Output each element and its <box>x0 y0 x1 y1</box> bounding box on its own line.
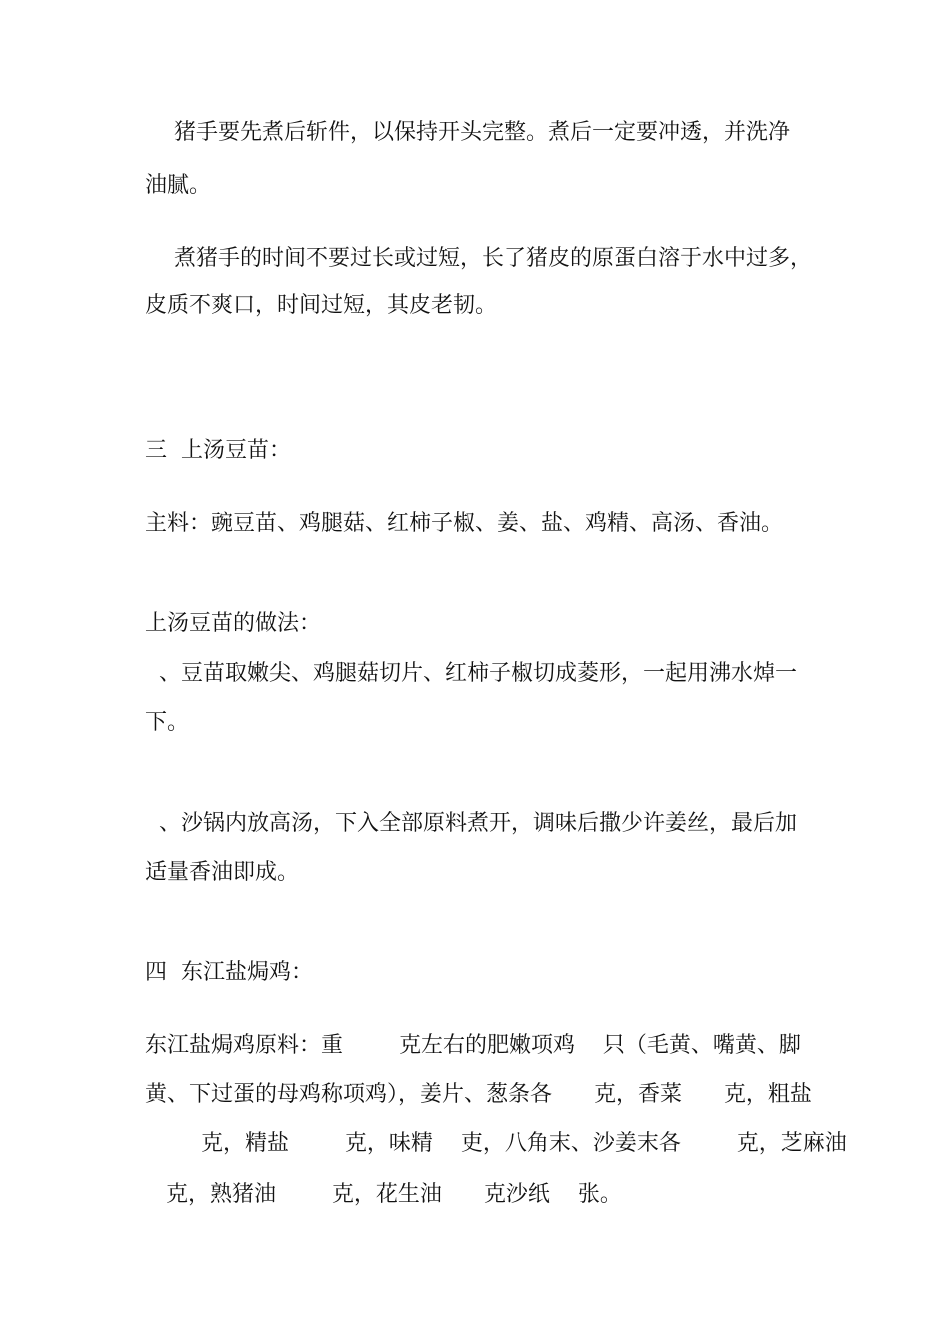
paragraph-main-ingredients: 主料：豌豆苗、鸡腿菇、红柿子椒、姜、盐、鸡精、高汤、香油。 <box>145 511 784 536</box>
paragraph-trotter-time-line-2: 皮质不爽口，时间过短，其皮老韧。 <box>145 293 498 318</box>
paragraph-chicken-ingredients-line-2: 黄、下过蛋的母鸡称项鸡），姜片、葱条各 克，香菜 克，粗盐 <box>145 1082 812 1107</box>
heading-section-3: 三 上汤豆苗： <box>145 438 291 463</box>
paragraph-trotter-time-line-1: 煮猪手的时间不要过长或过短，长了猪皮的原蛋白溶于水中过多， <box>145 246 812 271</box>
paragraph-chicken-ingredients-line-1: 东江盐焗鸡原料：重 克左右的肥嫩项鸡 只（毛黄、嘴黄、脚 <box>145 1033 801 1058</box>
subheading-method: 上汤豆苗的做法： <box>145 611 322 636</box>
paragraph-chicken-ingredients-line-3: 克，精盐 克，味精 吏，八角末、沙姜末各 克，芝麻油 <box>145 1131 847 1156</box>
step-2-line-1: 、沙锅内放高汤，下入全部原料煮开，调味后撒少许姜丝，最后加 <box>145 811 797 836</box>
paragraph-trotter-prep-line-1: 猪手要先煮后斩件，以保持开头完整。煮后一定要冲透，并洗净 <box>145 120 790 145</box>
paragraph-trotter-prep-line-2: 油腻。 <box>145 173 212 198</box>
paragraph-chicken-ingredients-line-4: 克，熟猪油 克，花生油 克沙纸 张。 <box>145 1182 622 1207</box>
step-1-line-2: 下。 <box>145 710 190 735</box>
heading-section-4: 四 东江盐焗鸡： <box>145 960 313 985</box>
step-1-line-1: 、豆苗取嫩尖、鸡腿菇切片、红柿子椒切成菱形，一起用沸水焯一 <box>145 661 797 686</box>
step-2-line-2: 适量香油即成。 <box>145 860 300 885</box>
